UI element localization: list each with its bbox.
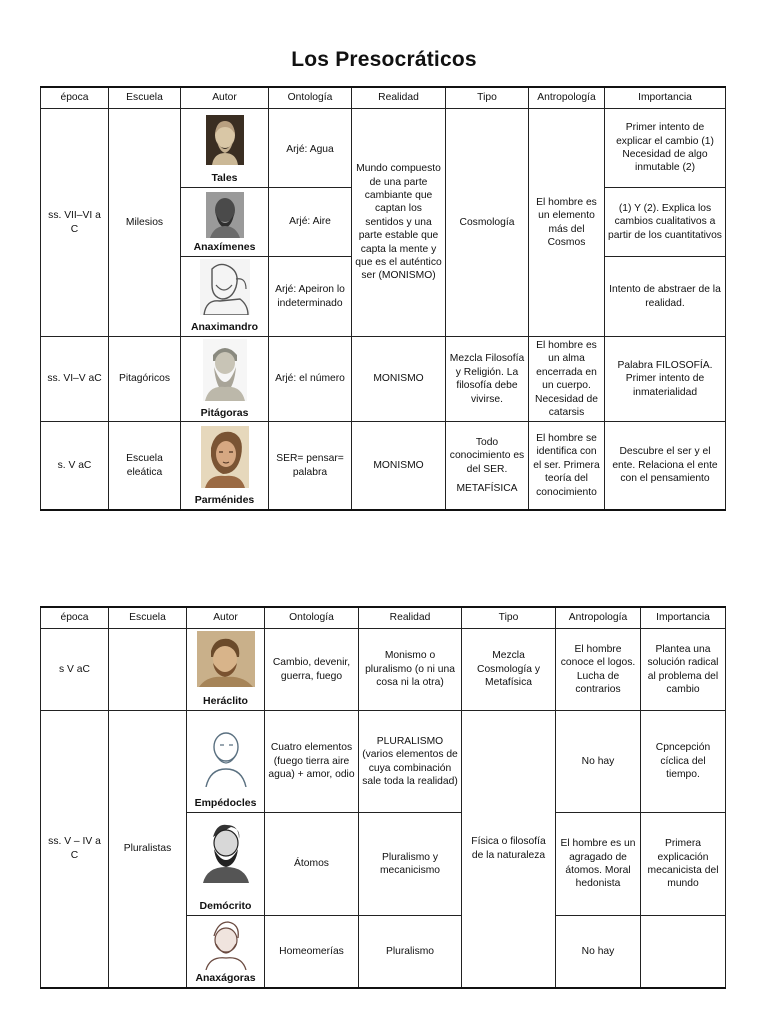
- empedocles-portrait-icon: [202, 725, 250, 787]
- antropologia-cell: El hombre se identifica con el ser. Primera teoría del conocimiento: [529, 422, 605, 510]
- ontologia-cell: Cambio, devenir, guerra, fuego: [265, 629, 359, 711]
- realidad-cell: MONISMO: [352, 422, 446, 510]
- autor-cell: [187, 629, 265, 711]
- col-header-ontologia: Ontología: [269, 87, 352, 109]
- antropologia-text: El hombre es un agragado de átomos. Moral hedonista: [560, 838, 636, 890]
- tipo-text: Todo conocimiento es del SER.: [449, 436, 525, 475]
- col-header-importancia: Importancia: [605, 87, 726, 109]
- tales-portrait-icon: [206, 115, 244, 165]
- escuela-cell: [109, 629, 187, 711]
- antropologia-cell: No hay: [556, 711, 641, 813]
- col-header-escuela: Escuela: [109, 607, 187, 629]
- table-row: [41, 109, 726, 188]
- autor-name: Anaxágoras: [195, 971, 256, 984]
- ontologia-cell: Arjé: Aire: [269, 188, 352, 257]
- presocraticos-table-1: [40, 86, 726, 511]
- epoca-cell: s V aC: [41, 629, 109, 711]
- autor-cell: [181, 337, 269, 422]
- antropologia-cell: El hombre es un elemento más del Cosmos: [529, 109, 605, 337]
- col-header-antropologia: Antropología: [529, 87, 605, 109]
- realidad-cell: MONISMO: [352, 337, 446, 422]
- importancia-cell: [641, 916, 726, 988]
- escuela-cell: Milesios: [109, 109, 181, 337]
- antropologia-cell: [556, 813, 641, 916]
- col-header-importancia: Importancia: [641, 607, 726, 629]
- col-header-realidad: Realidad: [352, 87, 446, 109]
- antropologia-cell: El hombre es un alma encerrada en un cuerpo. Necesidad de catarsis: [529, 337, 605, 422]
- header-row: [41, 607, 726, 629]
- autor-name: Empédocles: [194, 797, 257, 810]
- ontologia-cell: SER= pensar= palabra: [269, 422, 352, 510]
- autor-name: Heráclito: [203, 695, 248, 708]
- epoca-cell: s. V aC: [41, 422, 109, 510]
- autor-cell: [181, 109, 269, 188]
- importancia-cell: Cpncepción cíclica del tiempo.: [641, 711, 726, 813]
- ontologia-cell: Cuatro elementos (fuego tierra aire agua) + amor, odio: [265, 711, 359, 813]
- autor-cell: [181, 257, 269, 337]
- escuela-cell: Pitagóricos: [109, 337, 181, 422]
- importancia-cell: Plantea una solución radical al problema del cambio: [641, 629, 726, 711]
- escuela-cell: Escuela eleática: [109, 422, 181, 510]
- col-header-tipo: Tipo: [462, 607, 556, 629]
- autor-cell: [187, 813, 265, 916]
- parmenides-portrait-icon: [201, 426, 249, 488]
- tipo-cell: Física o filosofía de la naturaleza: [462, 711, 556, 988]
- ontologia-cell: Homeomerías: [265, 916, 359, 988]
- epoca-cell: ss. VI–V aC: [41, 337, 109, 422]
- col-header-realidad: Realidad: [359, 607, 462, 629]
- democrito-portrait-icon: [201, 821, 251, 883]
- importancia-cell: (1) Y (2). Explica los cambios cualitativos a partir de los cuantitativos: [605, 188, 726, 257]
- autor-name: Anaximandro: [190, 321, 259, 334]
- tipo-cell: [446, 422, 529, 510]
- tipo-cell: Mezcla Cosmología y Metafísica: [462, 629, 556, 711]
- pitagoras-portrait-icon: [203, 339, 247, 401]
- antropologia-cell: No hay: [556, 916, 641, 988]
- tipo-cell: Mezcla Filosofía y Religión. La filosofía debe vivirse.: [446, 337, 529, 422]
- antropologia-cell: El hombre conoce el logos. Lucha de contrarios: [556, 629, 641, 711]
- tipo-metafisica: METAFÍSICA: [456, 482, 518, 494]
- epoca-cell: ss. V – IV a C: [41, 711, 109, 988]
- realidad-cell: Pluralismo: [359, 916, 462, 988]
- table-row: [41, 422, 726, 510]
- presocraticos-table-2: [40, 606, 726, 989]
- ontologia-cell: Arjé: Apeiron lo indeterminado: [269, 257, 352, 337]
- realidad-cell: Monismo o pluralismo (o ni una cosa ni la otra): [359, 629, 462, 711]
- anaximandro-portrait-icon: [200, 259, 250, 315]
- importancia-cell: Primera explicación mecanicista del mundo: [641, 813, 726, 916]
- ontologia-cell: Arjé: el número: [269, 337, 352, 422]
- importancia-cell: Primer intento de explicar el cambio (1) Necesidad de algo inmutable (2): [605, 109, 726, 188]
- col-header-epoca: época: [41, 607, 109, 629]
- col-header-epoca: época: [41, 87, 109, 109]
- table-row: [41, 337, 726, 422]
- epoca-cell: ss. VII–VI a C: [41, 109, 109, 337]
- heraclito-portrait-icon: [197, 631, 255, 687]
- autor-name: Pitágoras: [200, 406, 249, 419]
- realidad-cell: Pluralismo y mecanicismo: [359, 813, 462, 916]
- autor-cell: [181, 188, 269, 257]
- importancia-cell: Intento de abstraer de la realidad.: [605, 257, 726, 337]
- realidad-cell: Mundo compuesto de una parte cambiante que captan los sentidos y una parte estable que capta la mente y que es el auténtico ser (MONISMO): [352, 109, 446, 337]
- anaxagoras-portrait-icon: [204, 918, 248, 970]
- table-row: [41, 629, 726, 711]
- col-header-antropologia: Antropología: [556, 607, 641, 629]
- anaximenes-portrait-icon: [206, 192, 244, 238]
- tipo-cell: Cosmología: [446, 109, 529, 337]
- autor-cell: [187, 916, 265, 988]
- col-header-autor: Autor: [187, 607, 265, 629]
- col-header-tipo: Tipo: [446, 87, 529, 109]
- col-header-ontologia: Ontología: [265, 607, 359, 629]
- ontologia-cell: Arjé: Agua: [269, 109, 352, 188]
- autor-cell: [187, 711, 265, 813]
- ontologia-cell: Átomos: [265, 813, 359, 916]
- realidad-cell: PLURALISMO (varios elementos de cuya combinación sale toda la realidad): [359, 711, 462, 813]
- autor-name: Parménides: [194, 494, 255, 507]
- header-row: [41, 87, 726, 109]
- autor-cell: [181, 422, 269, 510]
- col-header-escuela: Escuela: [109, 87, 181, 109]
- importancia-cell: Descubre el ser y el ente. Relaciona el ente con el pensamiento: [605, 422, 726, 510]
- autor-name: Tales: [211, 172, 238, 185]
- page-title: Los Presocráticos: [291, 48, 477, 71]
- autor-name: Demócrito: [199, 900, 252, 913]
- escuela-cell: Pluralistas: [109, 711, 187, 988]
- col-header-autor: Autor: [181, 87, 269, 109]
- table-row: [41, 711, 726, 813]
- autor-name: Anaxímenes: [193, 241, 256, 254]
- importancia-cell: Palabra FILOSOFÍA. Primer intento de inmaterialidad: [605, 337, 726, 422]
